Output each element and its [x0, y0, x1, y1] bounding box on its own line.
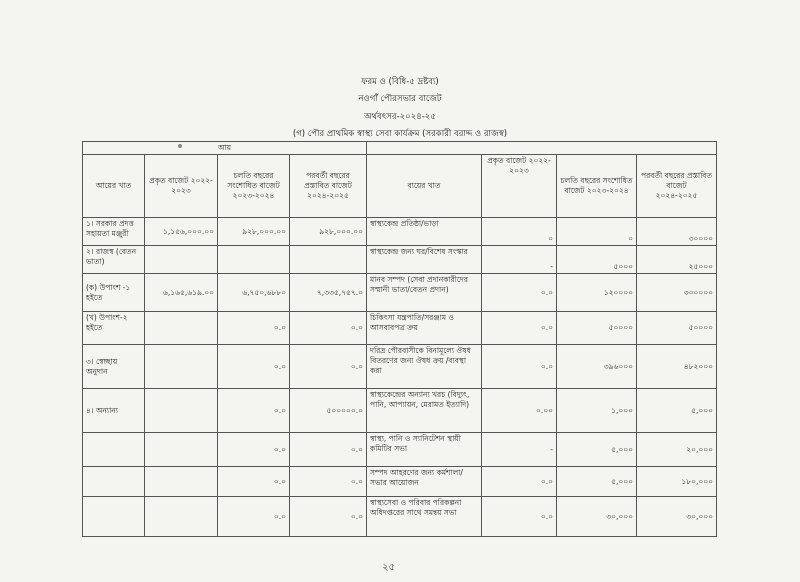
income-actual [145, 312, 218, 345]
expense-section-blank [367, 142, 717, 155]
expense-actual: ০.০ [482, 274, 557, 312]
expense-revised: ৫,০০০ [557, 433, 637, 467]
income-head: ৩। স্বেচ্ছায় অনুদান [83, 345, 145, 389]
expense-actual: ০.০ [482, 345, 557, 389]
income-revised: ০.০ [218, 433, 290, 467]
table-row [83, 467, 717, 497]
income-actual [145, 467, 218, 497]
col-expense-head: ব্যয়ের খাত [367, 155, 482, 218]
expense-proposed: ১৮০,০০০ [637, 467, 717, 497]
income-proposed: ৫০০০০০.০ [290, 389, 367, 433]
income-actual: ১,১৫৬,০০০.০০ [145, 218, 218, 246]
income-revised: ০.০ [218, 467, 290, 497]
expense-actual: ০ [482, 218, 557, 246]
income-section-label: আয় [83, 142, 367, 155]
col-exp-revised: চলতি বছরের সংশোধিত বাজেট ২০২৩-২০২৪ [557, 155, 637, 218]
expense-proposed: ৪৮২০০০ [637, 345, 717, 389]
income-head [83, 433, 145, 467]
col-revised-budget: চলতি বছরের সংশোধিত বাজেট ২০২৩-২০২৪ [218, 155, 290, 218]
form-reference: ফরম ও (বিধি-৫ দ্রষ্টব্য) [361, 77, 439, 87]
col-exp-proposed: পরবর্তী বছরের প্রস্তাবিত বাজেট ২০২৪-২০২৫ [637, 155, 717, 218]
income-revised: ০.০ [218, 312, 290, 345]
expense-revised: ৩৯৬০০০ [557, 345, 637, 389]
expense-proposed: ৩০০০০০ [637, 274, 717, 312]
expense-proposed: ৫০০০০ [637, 312, 717, 345]
scan-speck [178, 144, 182, 148]
expense-head: চিকিৎসা যন্ত্রপাতি/সরঞ্জাম ও আসবাবপত্র ক্রয় [367, 312, 482, 345]
table-row [83, 218, 717, 246]
budget-table [82, 141, 717, 537]
income-actual [145, 497, 218, 537]
income-head: (খ) উপাংশ-২ হইতে [83, 312, 145, 345]
column-header-row [83, 155, 717, 218]
expense-revised: ৫০০০ [557, 246, 637, 274]
col-actual-budget: প্রকৃত বাজেট ২০২২- ২০২৩ [145, 155, 218, 218]
income-proposed: ০.০ [290, 433, 367, 467]
expense-actual: ০.০ [482, 497, 557, 537]
income-head: (ক) উপাংশ -১ হইতে [83, 274, 145, 312]
expense-head: স্বাস্থ্যকেন্দ্র প্রতিষ্ঠা/ভাড়া [367, 218, 482, 246]
income-actual [145, 345, 218, 389]
income-head: ২। রাজস্ব (বেতন ভাতা) [83, 246, 145, 274]
col-exp-actual: প্রকৃত বাজেট ২০২২- ২০২৩ [482, 155, 557, 218]
table-row [83, 497, 717, 537]
income-proposed: ০.০ [290, 467, 367, 497]
income-actual [145, 246, 218, 274]
expense-proposed: ৫,০০০ [637, 389, 717, 433]
income-actual [145, 389, 218, 433]
income-head [83, 497, 145, 537]
col-income-head: আয়ের খাত [83, 155, 145, 218]
income-revised: ০.০ [218, 389, 290, 433]
expense-proposed: ৩০০০০ [637, 218, 717, 246]
table-row [83, 246, 717, 274]
income-proposed [290, 246, 367, 274]
income-proposed: ০.০ [290, 345, 367, 389]
col-proposed-budget: পরবর্তী বছরের প্রস্তাবিত বাজেট ২০২৪-২০২৫ [290, 155, 367, 218]
expense-head: সম্পদ আহরণের জন্য কর্মশালা/সভার আয়োজন [367, 467, 482, 497]
expense-head: স্বাস্থ্যকেন্দ্র জন্য ঘর/বিশেষ সংস্কার [367, 246, 482, 274]
table-row [83, 312, 717, 345]
expense-revised: ৫০০০০ [557, 312, 637, 345]
municipality-title: নওগাঁ পৌরসভার বাজেট [358, 94, 442, 104]
table-row [83, 433, 717, 467]
expense-head: দরিদ্র পৌরবাসীকে বিনামূল্যে ঔষধ বিতরণের জন্য ঔষধ ক্রয় /ব্যবস্থা করা [367, 345, 482, 389]
income-head [83, 467, 145, 497]
expense-revised: ৩০,০০০ [557, 497, 637, 537]
income-revised [218, 246, 290, 274]
income-revised: ০.০ [218, 345, 290, 389]
expense-revised: ১২০০০০ [557, 274, 637, 312]
expense-actual: ০.০ [482, 467, 557, 497]
income-revised: ০.০ [218, 497, 290, 537]
expense-revised: ০ [557, 218, 637, 246]
expense-head: স্বাস্থ্যসেবা ও পরিবার পরিকল্পনা অধিদপ্তরের সাথে সমন্বয় সভা [367, 497, 482, 537]
income-revised: ৬,৭৫০,৬৮৮০ [218, 274, 290, 312]
expense-head: মানব সম্পদ (সেবা প্রদানকারীদের সম্মানী ভাতা/বেতন প্রদান) [367, 274, 482, 312]
income-head: ৪। অন্যান্য [83, 389, 145, 433]
expense-head: স্বাস্থ্যকেন্দ্রের অন্যান্য খরচ (বিদ্যুৎ, পানি, আপ্যায়ন, মেরামত ইত্যাদি) [367, 389, 482, 433]
expense-actual: ০.০ [482, 312, 557, 345]
expense-actual: - [482, 433, 557, 467]
page-number: ২৫ [382, 562, 395, 573]
expense-actual: ০.০০ [482, 389, 557, 433]
income-head: ১। সরকার প্রদত্ত সহায়তা মঞ্জুরী [83, 218, 145, 246]
expense-actual: - [482, 246, 557, 274]
fiscal-year: অর্থবৎসর-২০২৪-২৫ [364, 112, 436, 122]
income-actual: ৬,১৬৫,৬১৯.০০ [145, 274, 218, 312]
expense-proposed: ২৫০০০ [637, 246, 717, 274]
table-row [83, 274, 717, 312]
income-proposed: ৭,৩৩৫,৭৫৭.০ [290, 274, 367, 312]
expense-revised: ৫,০০০ [557, 467, 637, 497]
table-row [83, 345, 717, 389]
table-row [83, 389, 717, 433]
expense-proposed: ৩০,০০০ [637, 497, 717, 537]
income-revised: ৯২৮,০০০.০০ [218, 218, 290, 246]
income-proposed: ০.০ [290, 312, 367, 345]
income-actual [145, 433, 218, 467]
income-proposed: ০.০ [290, 497, 367, 537]
expense-proposed: ২০,০০০ [637, 433, 717, 467]
program-title: (গ) পৌর প্রাথমিক স্বাস্থ্য সেবা কার্যক্রম (সরকারী বরাদ্দ ও রাজস্ব) [292, 129, 508, 139]
expense-head: স্বাস্থ্য, পানি ও স্যানিটেশন স্থায়ী কমিটির সভা [367, 433, 482, 467]
income-proposed: ৯২৮,০০০.০০ [290, 218, 367, 246]
expense-revised: ১,০০০ [557, 389, 637, 433]
